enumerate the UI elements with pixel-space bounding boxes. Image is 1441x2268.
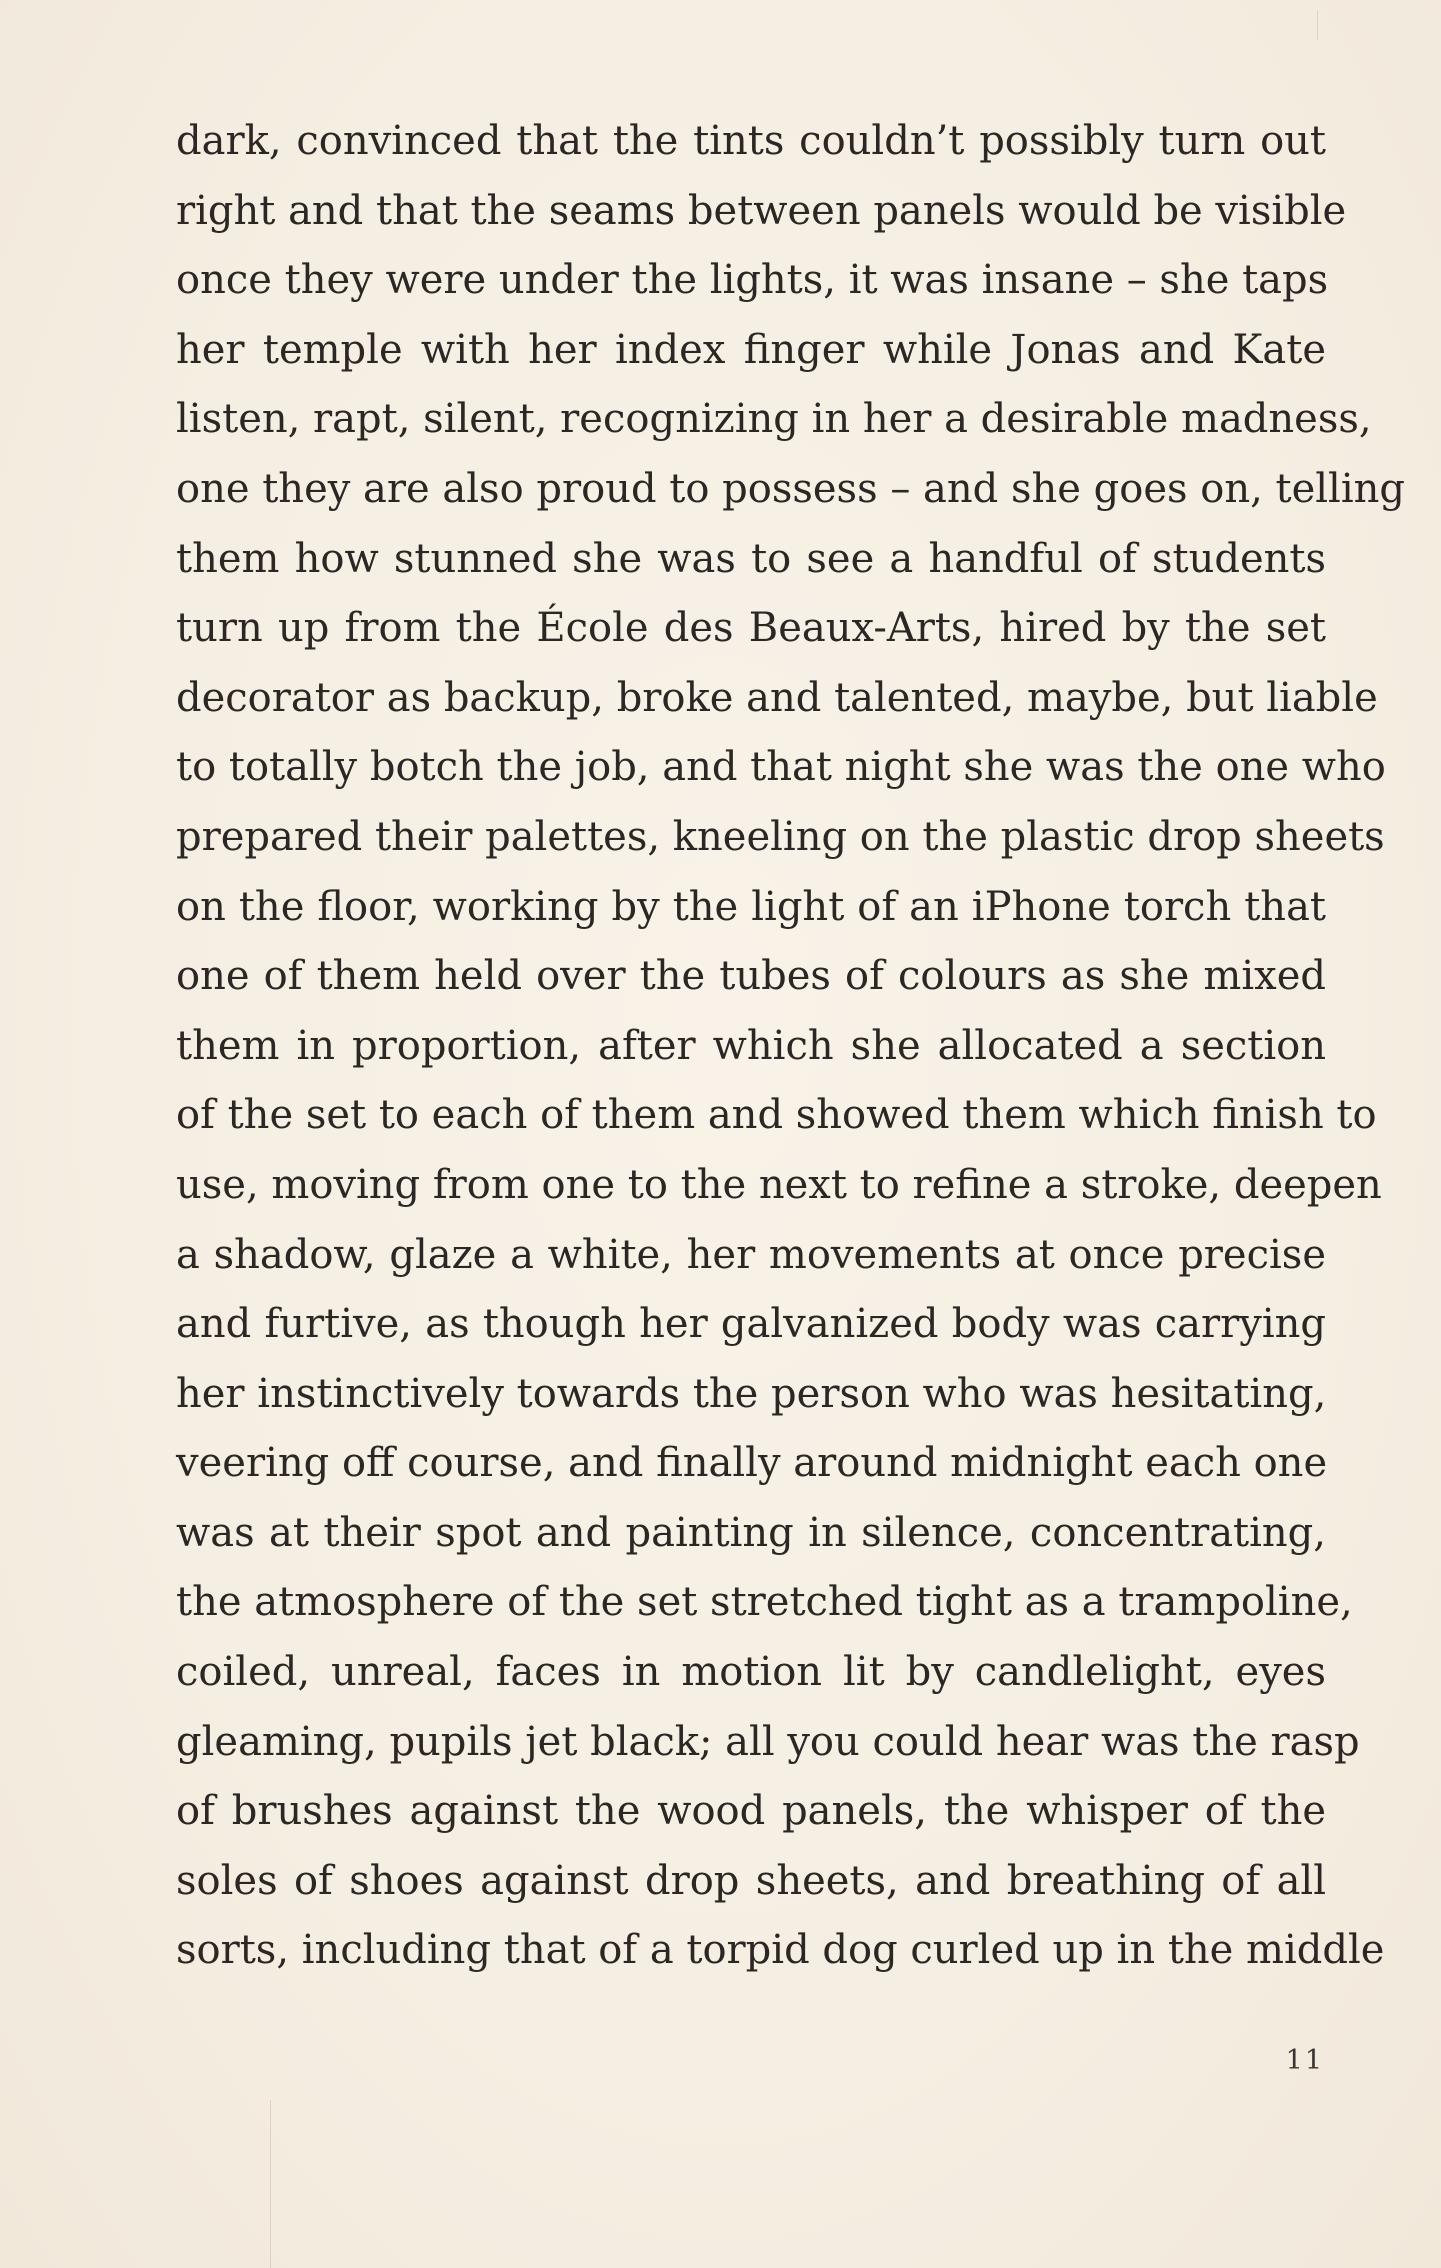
text-line: coiled, unreal, faces in motion lit by candlelight, eyes	[176, 1649, 1326, 1696]
text-line: to totally botch the job, and that night she was the one who	[176, 744, 1386, 791]
text-line: her temple with her index finger while Jonas and Kate	[176, 326, 1326, 373]
text-line: right and that the seams between panels would be visible	[176, 187, 1347, 234]
text-line: soles of shoes against drop sheets, and breathing of all	[176, 1857, 1326, 1904]
text-line: prepared their palettes, kneeling on the plastic drop sheets	[176, 813, 1385, 860]
text-line: of brushes against the wood panels, the whisper of the	[176, 1788, 1326, 1835]
text-line: veering off course, and finally around midnight each one	[176, 1440, 1328, 1487]
text-line: her instinctively towards the person who was hesitating,	[176, 1370, 1327, 1417]
text-line: on the floor, working by the light of an iPhone torch that	[176, 883, 1326, 930]
text-line: was at their spot and painting in silence, concentrating,	[176, 1509, 1326, 1556]
text-line: of the set to each of them and showed them which finish to	[176, 1092, 1377, 1139]
text-line: decorator as backup, broke and talented, maybe, but liable	[176, 674, 1378, 721]
page-number: 11	[1285, 2045, 1324, 2076]
text-line: use, moving from one to the next to refine a stroke, deepen	[176, 1161, 1382, 1208]
body-text	[176, 107, 1406, 1986]
text-line: dark, convinced that the tints couldn’t possibly turn out	[176, 118, 1326, 164]
text-line: once they were under the lights, it was insane – she taps	[176, 257, 1329, 304]
text-line: listen, rapt, silent, recognizing in her a desirable madness,	[176, 396, 1372, 443]
text-line: and furtive, as though her galvanized body was carrying	[176, 1301, 1326, 1348]
text-line: one they are also proud to possess – and she goes on, telling	[176, 465, 1406, 512]
paper-scratch-mark	[1317, 10, 1318, 40]
text-line: the atmosphere of the set stretched tight as a trampoline,	[176, 1579, 1353, 1626]
text-line: gleaming, pupils jet black; all you could hear was the rasp	[176, 1718, 1360, 1765]
text-line: them in proportion, after which she allocated a section	[176, 1022, 1326, 1069]
text-line: one of them held over the tubes of colours as she mixed	[176, 953, 1326, 1000]
text-line: a shadow, glaze a white, her movements at once precise	[176, 1231, 1326, 1278]
text-line: them how stunned she was to see a handful of students	[176, 535, 1326, 582]
paper-scratch-mark	[270, 2100, 271, 2268]
text-line: turn up from the École des Beaux-Arts, hired by the set	[176, 605, 1326, 652]
text-line: sorts, including that of a torpid dog curled up in the middle	[176, 1927, 1385, 1974]
